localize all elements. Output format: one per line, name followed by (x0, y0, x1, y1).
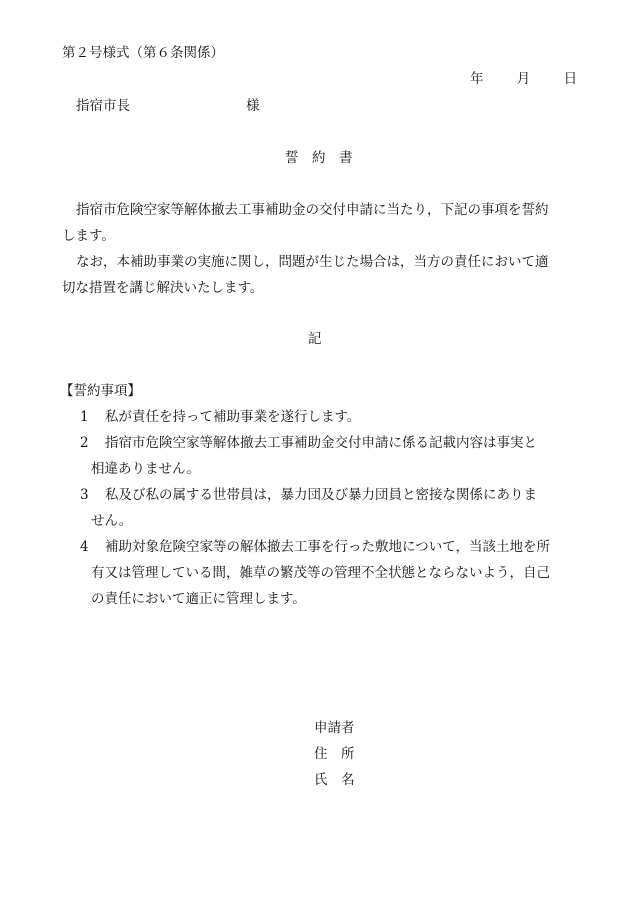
item-3-line-2: せん。 (91, 513, 133, 529)
item-1-number: 1 (80, 409, 89, 425)
intro-p2-line2: 切な措置を講じ解決いたします。 (62, 280, 264, 296)
date-day: 日 (563, 71, 578, 87)
item-4-line-3: の責任において適正に管理します。 (91, 591, 306, 607)
item-1-line-1: 私が責任を持って補助事業を遂行します。 (105, 409, 361, 425)
item-2-number: 2 (80, 435, 89, 451)
intro-p1-line2: します。 (62, 228, 115, 244)
addressee-name: 指宿市長 (76, 98, 130, 114)
item-2-line-2: 相違ありません。 (91, 461, 200, 477)
form-number: 第２号様式（第６条関係） (62, 45, 224, 61)
date-month: 月 (516, 71, 531, 87)
date-year: 年 (470, 71, 484, 87)
ki-marker: 記 (308, 331, 322, 347)
applicant-address-label: 住 所 (314, 746, 355, 762)
document-title: 誓 約 書 (285, 150, 353, 166)
intro-p2-line1: なお，本補助事業の実施に関し，問題が生じた場合は，当方の責任において適 (76, 254, 549, 270)
applicant-name-label: 氏 名 (314, 772, 355, 788)
item-3-number: 3 (80, 487, 89, 503)
item-3-line-1: 私及び私の属する世帯員は，暴力団及び暴力団員と密接な関係にありま (105, 487, 537, 503)
applicant-label: 申請者 (314, 720, 355, 736)
pledge-heading: 【誓約事項】 (60, 383, 141, 399)
item-4-line-2: 有又は管理している間，雑草の繁茂等の管理不全状態とならないよう，自己 (91, 565, 550, 581)
item-2-line-1: 指宿市危険空家等解体撤去工事補助金交付申請に係る記載内容は事実と (105, 435, 537, 451)
intro-p1-line1: 指宿市危険空家等解体撤去工事補助金の交付申請に当たり，下記の事項を誓約 (76, 202, 549, 218)
item-4-number: 4 (80, 539, 89, 555)
date-line (470, 70, 577, 88)
addressee-honorific: 様 (246, 98, 260, 114)
item-4-line-1: 補助対象危険空家等の解体撤去工事を行った敷地について，当該土地を所 (105, 539, 550, 555)
